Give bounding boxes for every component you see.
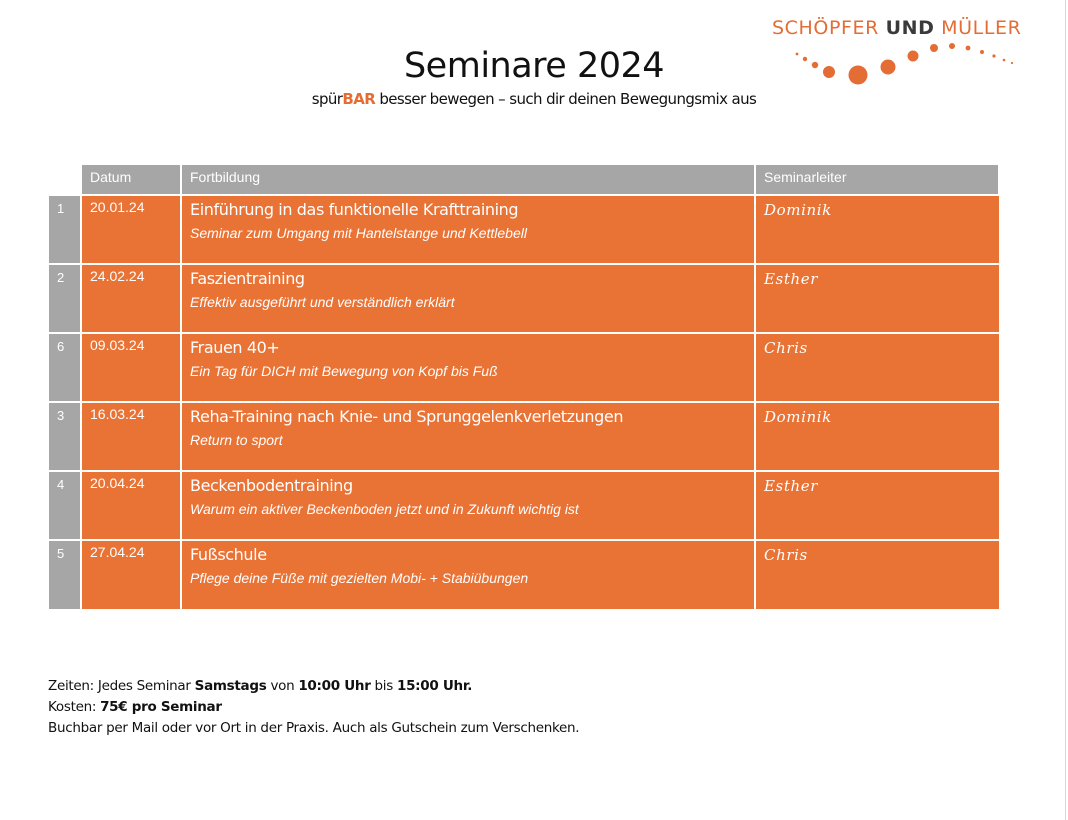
header-index-cell <box>49 165 81 195</box>
footer-times-line <box>48 676 579 697</box>
table-row <box>49 540 999 609</box>
course-title: Frauen 40+ <box>190 338 280 357</box>
course-description: Effektiv ausgeführt und verständlich erklärt <box>190 294 455 310</box>
subtitle-rest: besser bewegen – such dir deinen Bewegungsmix aus <box>375 90 757 108</box>
course-title: Reha-Training nach Knie- und Sprunggelenkverletzungen <box>190 407 624 426</box>
logo-word-und: UND <box>885 17 935 39</box>
row-index: 2 <box>49 264 81 333</box>
header-course: Fortbildung <box>181 165 755 195</box>
times-from-word: von <box>266 678 299 694</box>
table-row <box>49 333 999 402</box>
table-row <box>49 264 999 333</box>
row-date: 20.01.24 <box>81 195 181 264</box>
course-description: Pflege deine Füße mit gezielten Mobi- + Stabiübungen <box>190 570 529 586</box>
row-date: 20.04.24 <box>81 471 181 540</box>
cost-label: Kosten: <box>48 699 101 715</box>
footer-info <box>48 676 579 739</box>
subtitle-highlight: BAR <box>342 90 376 108</box>
course-title: Fußschule <box>190 545 267 564</box>
row-date: 09.03.24 <box>81 333 181 402</box>
page-subtitle <box>0 89 1068 109</box>
leader-name: Dominik <box>764 408 832 426</box>
times-to-word: bis <box>370 678 397 694</box>
leader-name: Esther <box>764 477 818 495</box>
logo-word-schoepfer: SCHÖPFER <box>772 17 879 39</box>
row-date: 27.04.24 <box>81 540 181 609</box>
logo-word-mueller: MÜLLER <box>941 17 1022 39</box>
row-index: 6 <box>49 333 81 402</box>
leader-name: Chris <box>764 339 808 357</box>
course-title: Beckenbodentraining <box>190 476 353 495</box>
row-leader <box>755 471 999 540</box>
course-title: Faszientraining <box>190 269 305 288</box>
row-course <box>181 195 755 264</box>
row-index: 4 <box>49 471 81 540</box>
footer-booking-note: Buchbar per Mail oder vor Ort in der Praxis. Auch als Gutschein zum Verschenken. <box>48 720 580 736</box>
row-index: 3 <box>49 402 81 471</box>
table-row <box>49 402 999 471</box>
leader-name: Dominik <box>764 201 832 219</box>
course-description: Ein Tag für DICH mit Bewegung von Kopf bis Fuß <box>190 363 498 379</box>
course-title: Einführung in das funktionelle Krafttraining <box>190 200 519 219</box>
row-leader <box>755 264 999 333</box>
course-description: Warum ein aktiver Beckenboden jetzt und in Zukunft wichtig ist <box>190 501 579 517</box>
course-description: Return to sport <box>190 432 283 448</box>
row-course <box>181 471 755 540</box>
table-row <box>49 195 999 264</box>
cost-value: 75€ pro Seminar <box>100 699 222 715</box>
seminar-table <box>48 165 1000 609</box>
course-description: Seminar zum Umgang mit Hantelstange und Kettlebell <box>190 225 527 241</box>
row-course <box>181 264 755 333</box>
header-leader: Seminarleiter <box>755 165 999 195</box>
times-label: Zeiten: Jedes Seminar <box>48 678 195 694</box>
row-index: 1 <box>49 195 81 264</box>
row-date: 24.02.24 <box>81 264 181 333</box>
table-row <box>49 471 999 540</box>
page-edge-line <box>1065 0 1066 820</box>
footer-cost-line <box>48 697 579 718</box>
row-leader <box>755 402 999 471</box>
header-date: Datum <box>81 165 181 195</box>
subtitle-prefix: spür <box>311 90 343 108</box>
table-header-row <box>49 165 999 195</box>
row-course <box>181 402 755 471</box>
row-course <box>181 333 755 402</box>
row-course <box>181 540 755 609</box>
leader-name: Esther <box>764 270 818 288</box>
row-date: 16.03.24 <box>81 402 181 471</box>
row-index: 5 <box>49 540 81 609</box>
row-leader <box>755 195 999 264</box>
times-start: 10:00 Uhr <box>298 678 371 694</box>
times-day: Samstags <box>194 678 267 694</box>
row-leader <box>755 333 999 402</box>
page-title: Seminare 2024 <box>403 46 665 86</box>
row-leader <box>755 540 999 609</box>
leader-name: Chris <box>764 546 808 564</box>
times-end: 15:00 Uhr. <box>396 678 473 694</box>
